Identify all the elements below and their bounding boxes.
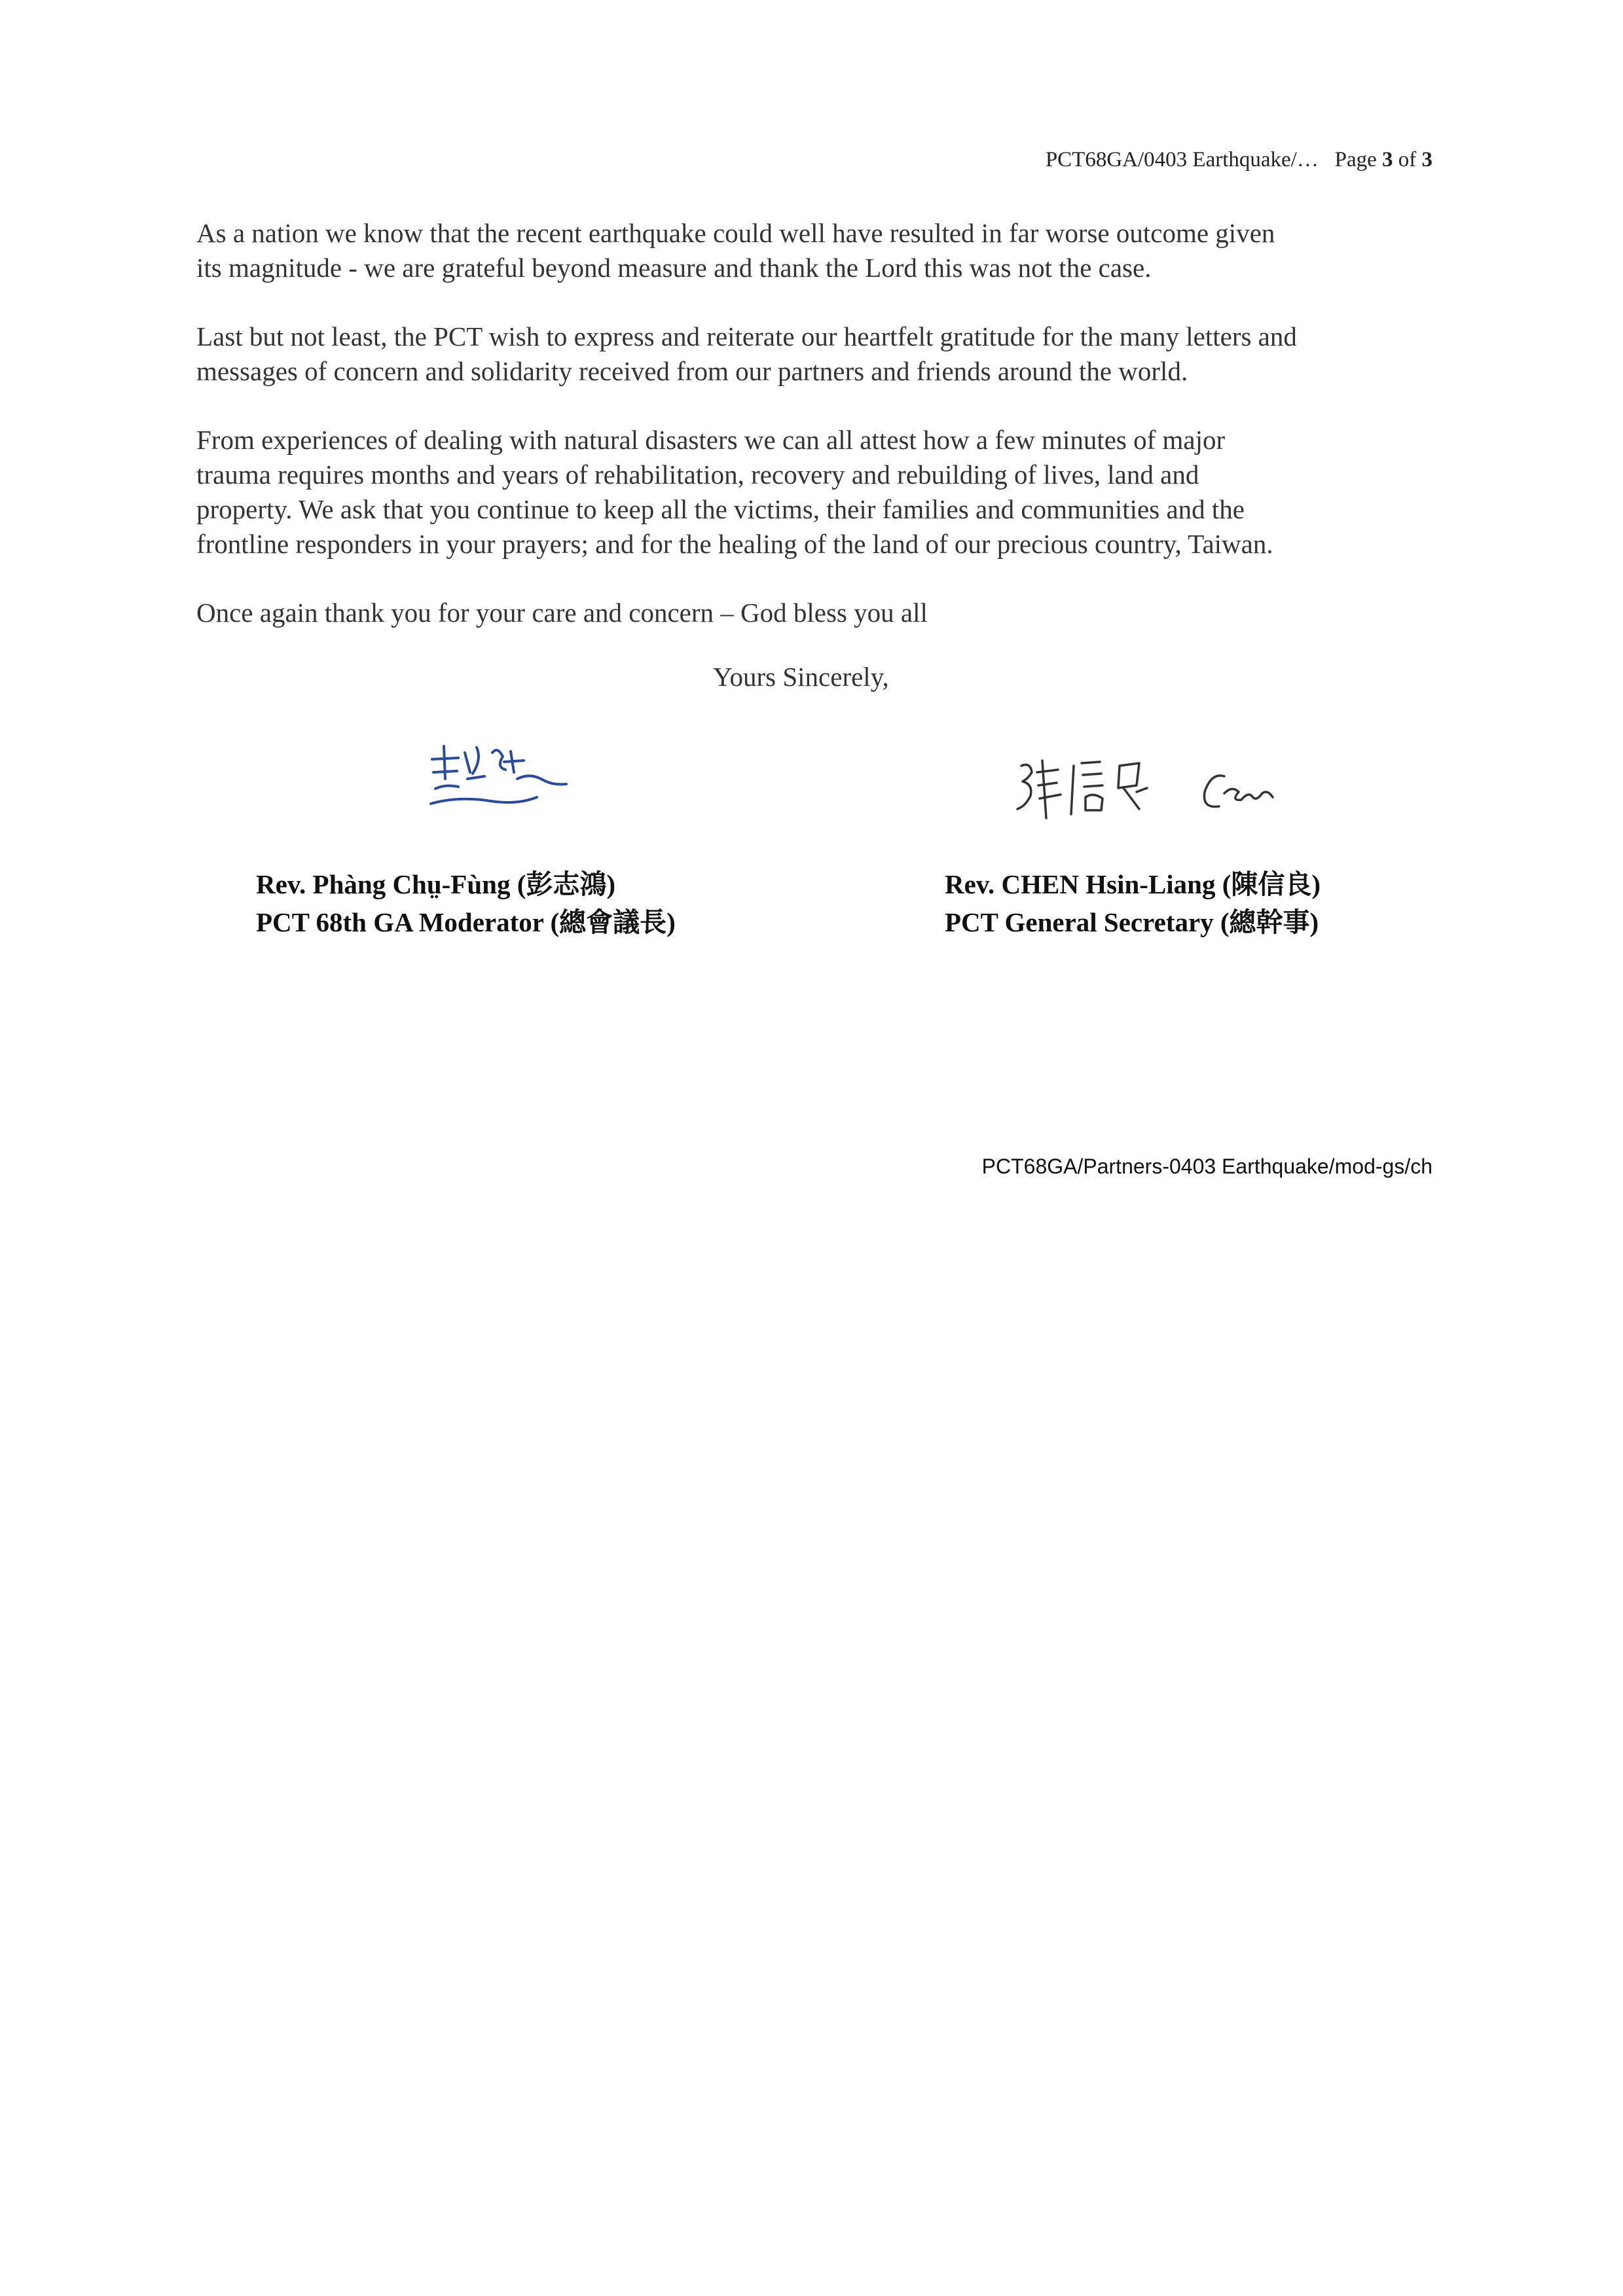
paragraph-2 bbox=[196, 319, 1440, 389]
header-ref-text: PCT68GA/0403 Earthquake/… bbox=[1045, 148, 1319, 171]
signature-right-image bbox=[1008, 746, 1283, 831]
closing-salutation: Yours Sincerely, bbox=[713, 662, 889, 692]
letter-body bbox=[196, 216, 1440, 664]
signature-left-image bbox=[419, 733, 570, 831]
paragraph-1 bbox=[196, 216, 1440, 285]
paragraph-line: messages of concern and solidarity received from our partners and friends around the world. bbox=[196, 356, 1188, 386]
page-header-reference bbox=[1046, 148, 1432, 172]
signer-left-title: PCT 68th GA Moderator (總會議長) bbox=[256, 907, 676, 937]
paragraph-4 bbox=[196, 596, 1440, 630]
signer-right-name: Rev. CHEN Hsin-Liang (陳信良) bbox=[945, 869, 1321, 899]
paragraph-line: property. We ask that you continue to keep all the victims, their families and communities and the bbox=[196, 494, 1245, 524]
paragraph-3 bbox=[196, 423, 1440, 562]
signer-right-title: PCT General Secretary (總幹事) bbox=[945, 907, 1319, 937]
header-page-number: 3 bbox=[1382, 148, 1393, 171]
page-footer-reference: PCT68GA/Partners-0403 Earthquake/mod-gs/ch bbox=[981, 1155, 1432, 1178]
paragraph-line: Once again thank you for your care and concern – God bless you all bbox=[196, 598, 928, 628]
paragraph-line: trauma requires months and years of rehabilitation, recovery and rebuilding of lives, land and bbox=[196, 459, 1199, 490]
signer-left-block bbox=[256, 865, 676, 941]
header-of-word: of bbox=[1398, 148, 1417, 171]
paragraph-line: its magnitude - we are grateful beyond measure and thank the Lord this was not the case. bbox=[196, 253, 1152, 283]
header-page-word: Page bbox=[1334, 148, 1377, 171]
paragraph-line: From experiences of dealing with natural disasters we can all attest how a few minutes of major bbox=[196, 425, 1226, 455]
paragraph-line: frontline responders in your prayers; and for the healing of the land of our precious country, Taiwan. bbox=[196, 529, 1273, 559]
signer-left-name: Rev. Phàng Chṳ-Fùng (彭志鴻) bbox=[256, 869, 616, 899]
paragraph-line: Last but not least, the PCT wish to express and reiterate our heartfelt gratitude for the many letters and bbox=[196, 321, 1297, 351]
paragraph-line: As a nation we know that the recent earthquake could well have resulted in far worse outcome given bbox=[196, 218, 1275, 248]
signer-right-block bbox=[945, 865, 1321, 941]
header-page-total: 3 bbox=[1421, 148, 1432, 171]
